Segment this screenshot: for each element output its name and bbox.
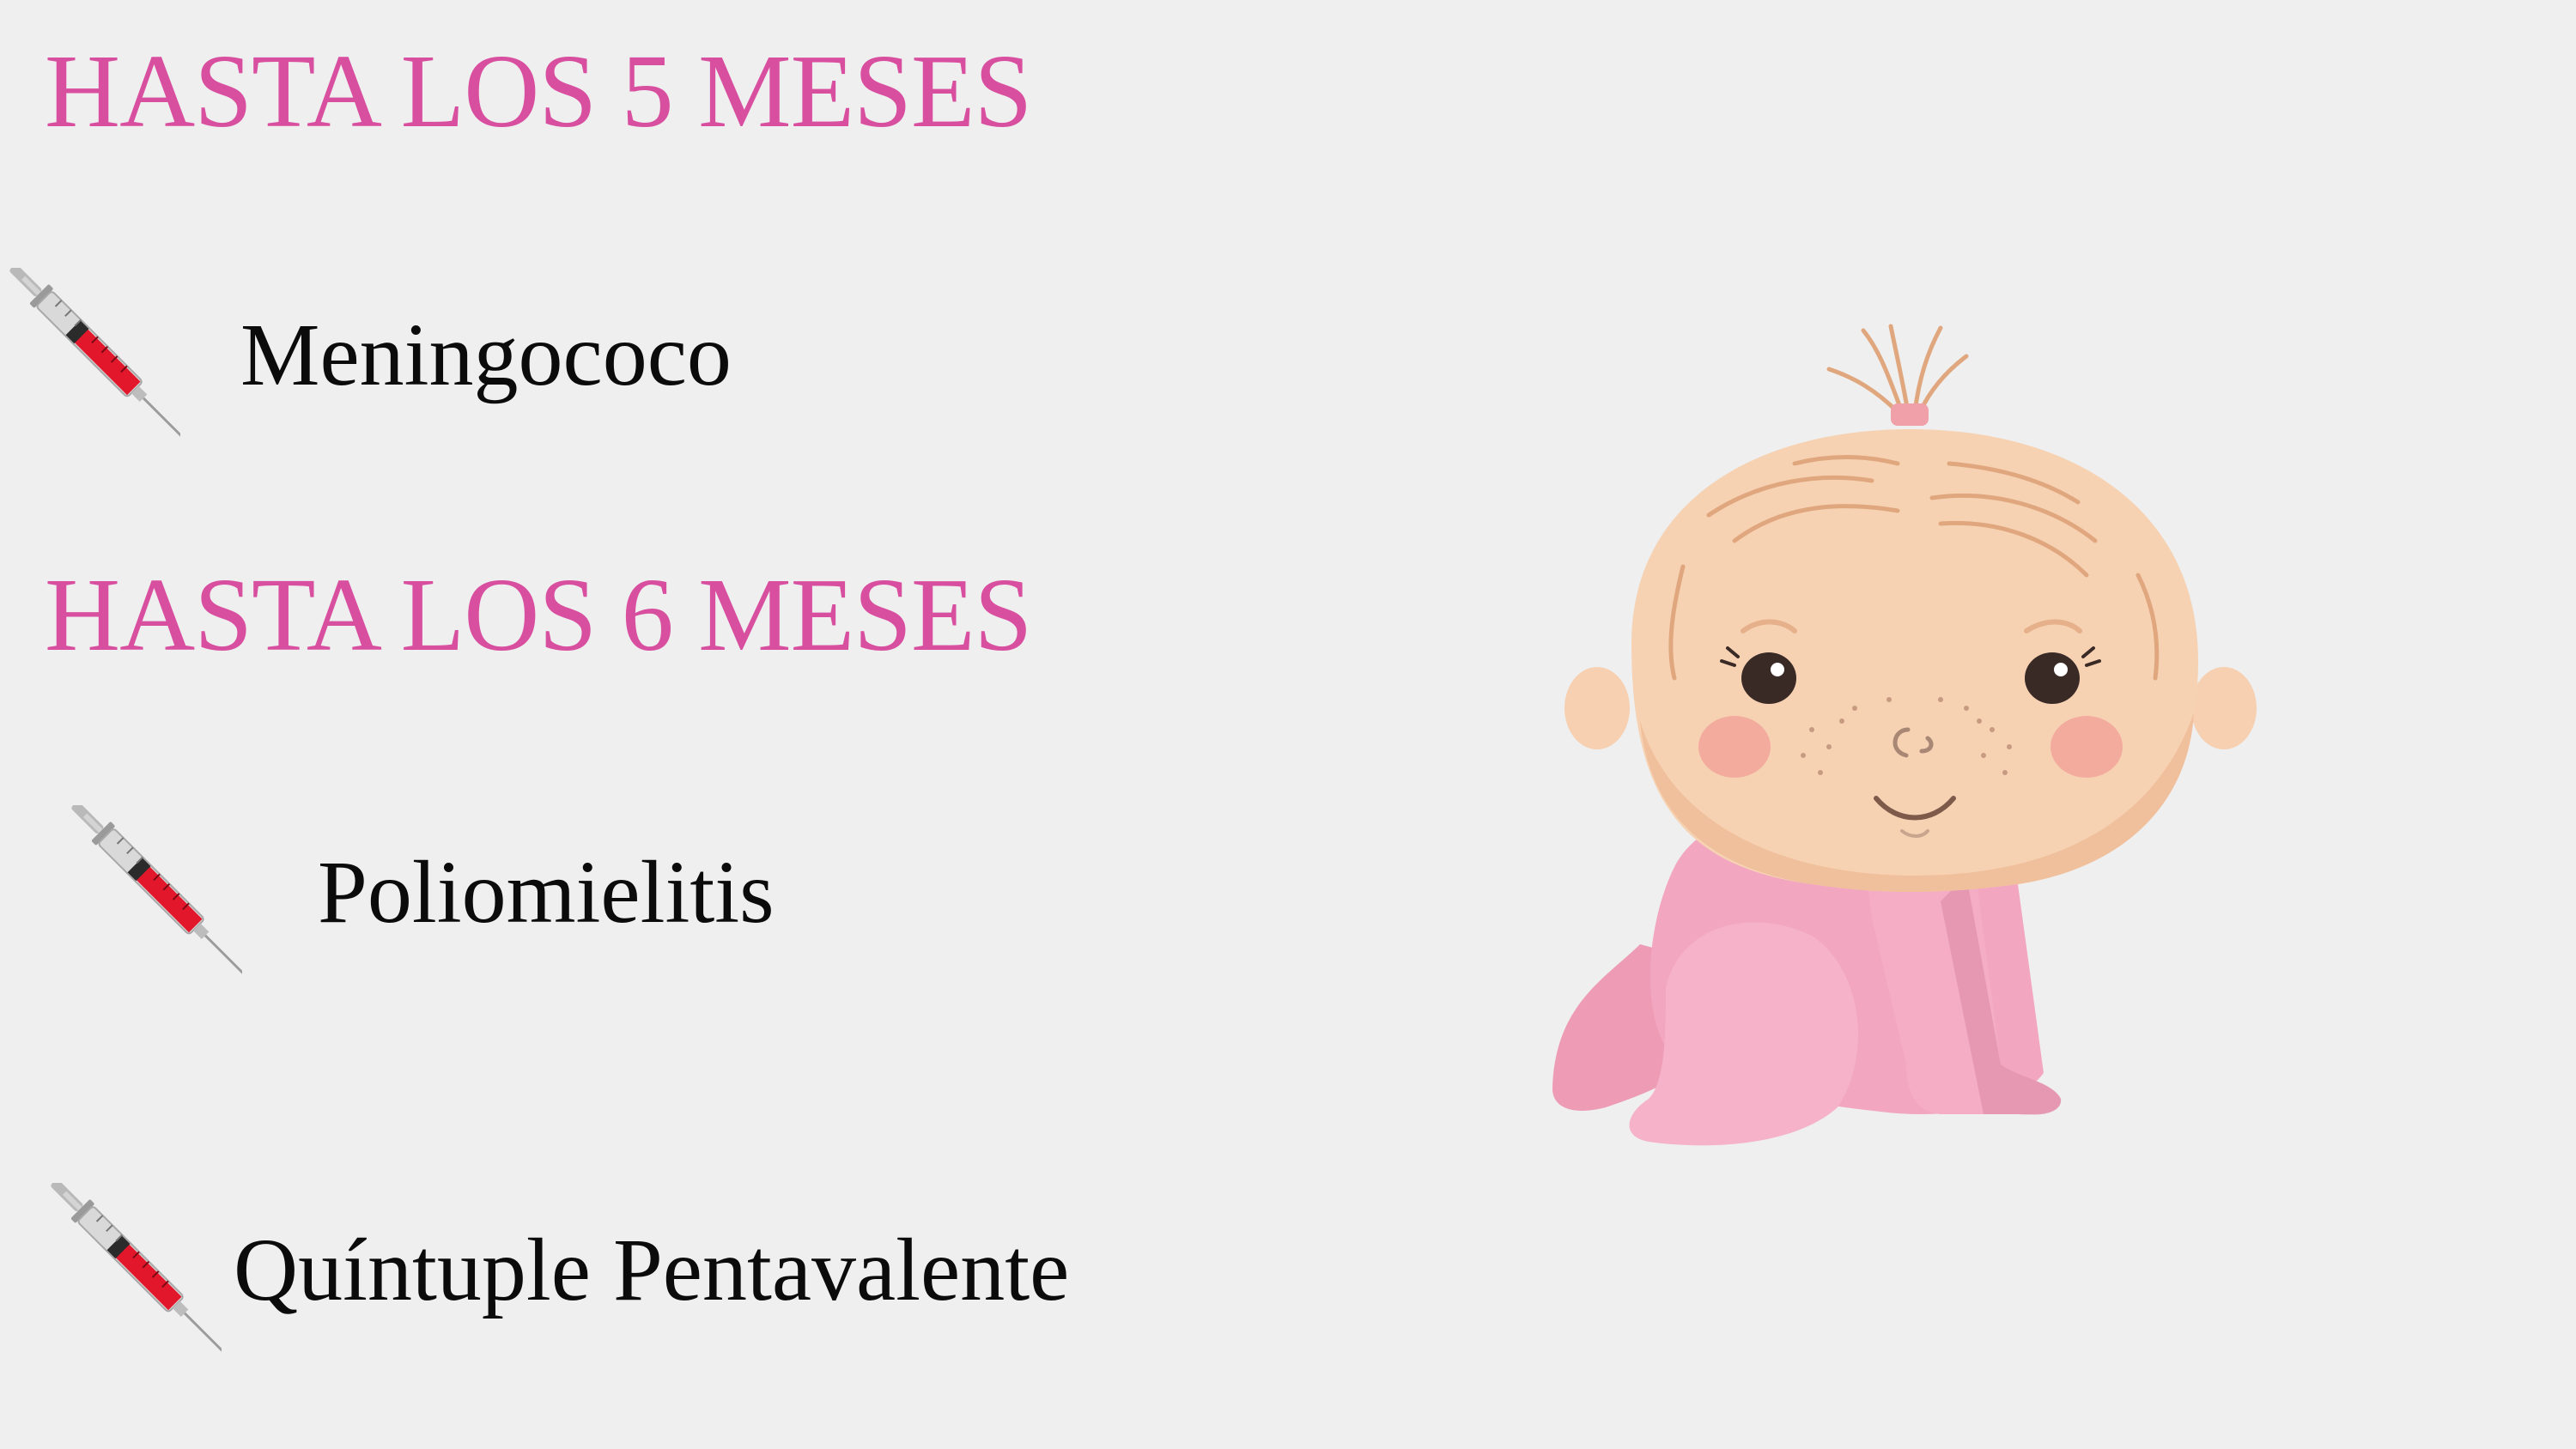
baby-cheek-left <box>1698 716 1771 778</box>
baby-eye-right <box>2025 652 2080 704</box>
baby-cheek-right <box>2050 716 2123 778</box>
baby-hair-tuft <box>1829 326 1966 412</box>
vaccine-label: Quíntuple Pentavalente <box>234 1221 1070 1319</box>
baby-ear-right <box>2191 667 2257 749</box>
vaccine-item-poliomielitis <box>62 805 835 960</box>
section-heading-6-months: HASTA LOS 6 MESES <box>45 557 1032 673</box>
vaccine-label: Poliomielitis <box>318 843 775 942</box>
syringe-icon <box>0 268 180 448</box>
section-heading-5-months: HASTA LOS 5 MESES <box>45 33 1032 149</box>
vaccine-item-meningococo <box>0 268 773 422</box>
syringe-icon <box>62 805 242 985</box>
baby-hair-tie <box>1891 403 1929 426</box>
baby-ear-left <box>1564 667 1630 749</box>
vaccine-label: Meningococo <box>240 306 732 404</box>
vaccine-item-quintuple-pentavalente <box>41 1183 1115 1337</box>
baby-eye-left <box>1741 652 1796 704</box>
crawling-baby-illustration <box>1537 318 2293 1159</box>
syringe-icon <box>41 1183 222 1363</box>
